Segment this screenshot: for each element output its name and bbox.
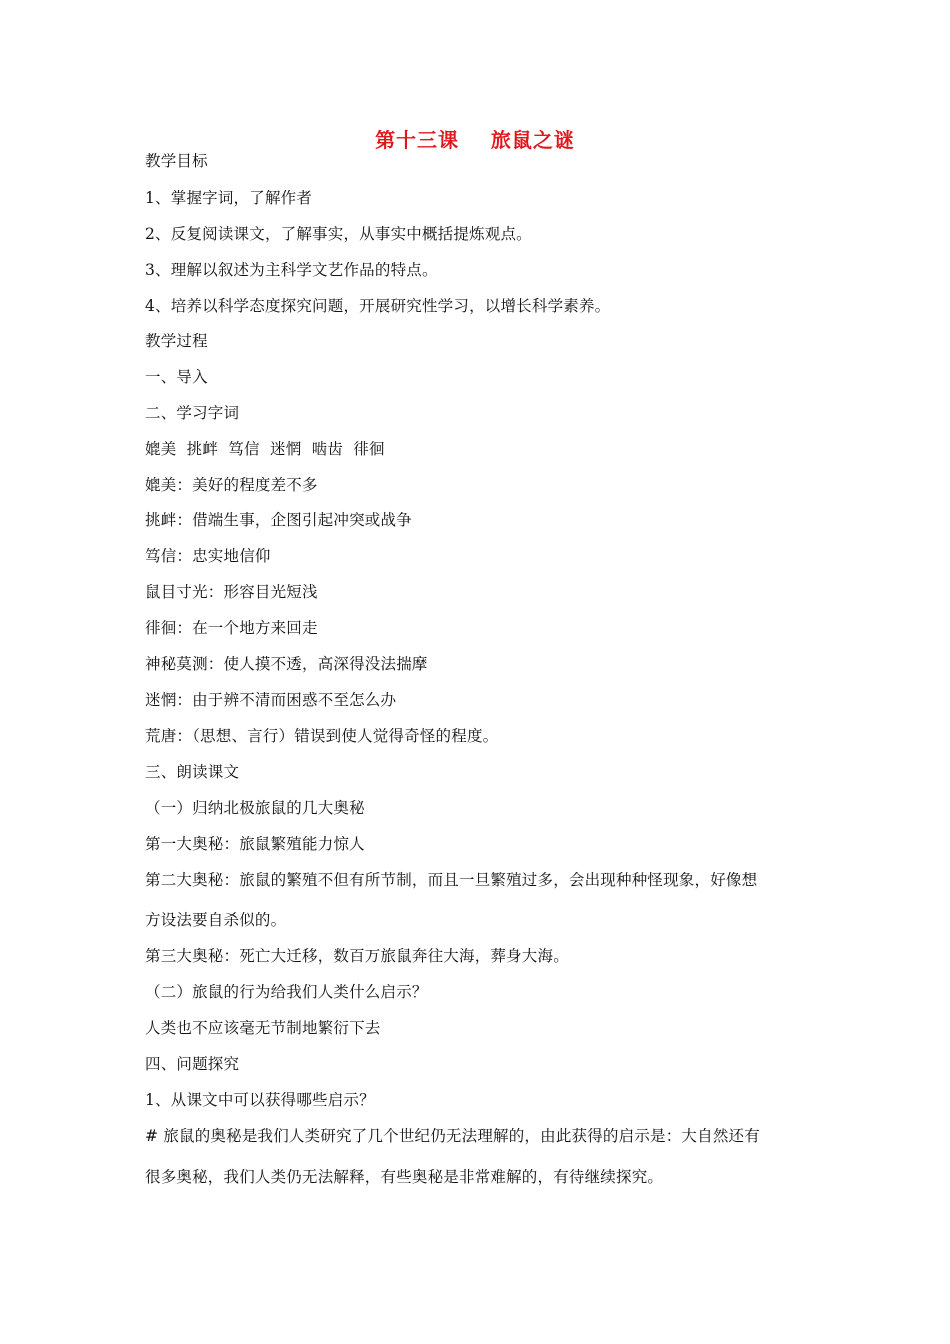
text-line: 三、朗读课文: [145, 763, 240, 781]
text-line: 4、培养以科学态度探究问题，开展研究性学习，以增长科学素养。: [145, 297, 611, 315]
text-line: 四、问题探究: [145, 1055, 240, 1073]
text-line: 媲美：美好的程度差不多: [145, 476, 318, 494]
text-line: 2、反复阅读课文，了解事实，从事实中概括提炼观点。: [145, 225, 532, 243]
text-line: 鼠目寸光：形容目光短浅: [145, 583, 318, 601]
text-line: 荒唐：（思想、言行）错误到使人觉得奇怪的程度。: [145, 727, 499, 745]
text-line: 3、理解以叙述为主科学文艺作品的特点。: [145, 261, 438, 279]
text-line: 迷惘：由于辨不清而困惑不至怎么办: [145, 691, 397, 709]
text-line: 1、掌握字词，了解作者: [145, 189, 313, 207]
text-line: 徘徊：在一个地方来回走: [145, 619, 318, 637]
text-line: 教学目标: [145, 152, 208, 170]
text-line: 人类也不应该毫无节制地繁衍下去: [145, 1019, 381, 1037]
text-line: 很多奥秘，我们人类仍无法解释，有些奥秘是非常难解的，有待继续探究。: [145, 1168, 664, 1186]
text-line: 媲美 挑衅 笃信 迷惘 啮齿 徘徊: [145, 440, 385, 458]
text-line: # 旅鼠的奥秘是我们人类研究了几个世纪仍无法理解的，由此获得的启示是：大自然还有: [145, 1127, 760, 1145]
text-line: 第一大奥秘：旅鼠繁殖能力惊人: [145, 835, 365, 853]
document-title: 第十三课 旅鼠之谜: [375, 128, 575, 152]
text-line: 教学过程: [145, 332, 208, 350]
text-line: 笃信：忠实地信仰: [145, 547, 271, 565]
text-line: 方设法要自杀似的。: [145, 911, 287, 929]
text-line: 第三大奥秘：死亡大迁移，数百万旅鼠奔往大海，葬身大海。: [145, 947, 569, 965]
text-line: 二、学习字词: [145, 404, 240, 422]
text-line: 挑衅：借端生事，企图引起冲突或战争: [145, 511, 412, 529]
text-line: 一、导入: [145, 368, 208, 386]
text-line: （二）旅鼠的行为给我们人类什么启示？: [145, 983, 428, 1001]
text-line: 第二大奥秘：旅鼠的繁殖不但有所节制，而且一旦繁殖过多，会出现种种怪现象，好像想: [145, 871, 758, 889]
text-line: 神秘莫测：使人摸不透，高深得没法揣摩: [145, 655, 428, 673]
text-line: （一）归纳北极旅鼠的几大奥秘: [145, 799, 365, 817]
text-line: 1、从课文中可以获得哪些启示？: [145, 1091, 375, 1109]
